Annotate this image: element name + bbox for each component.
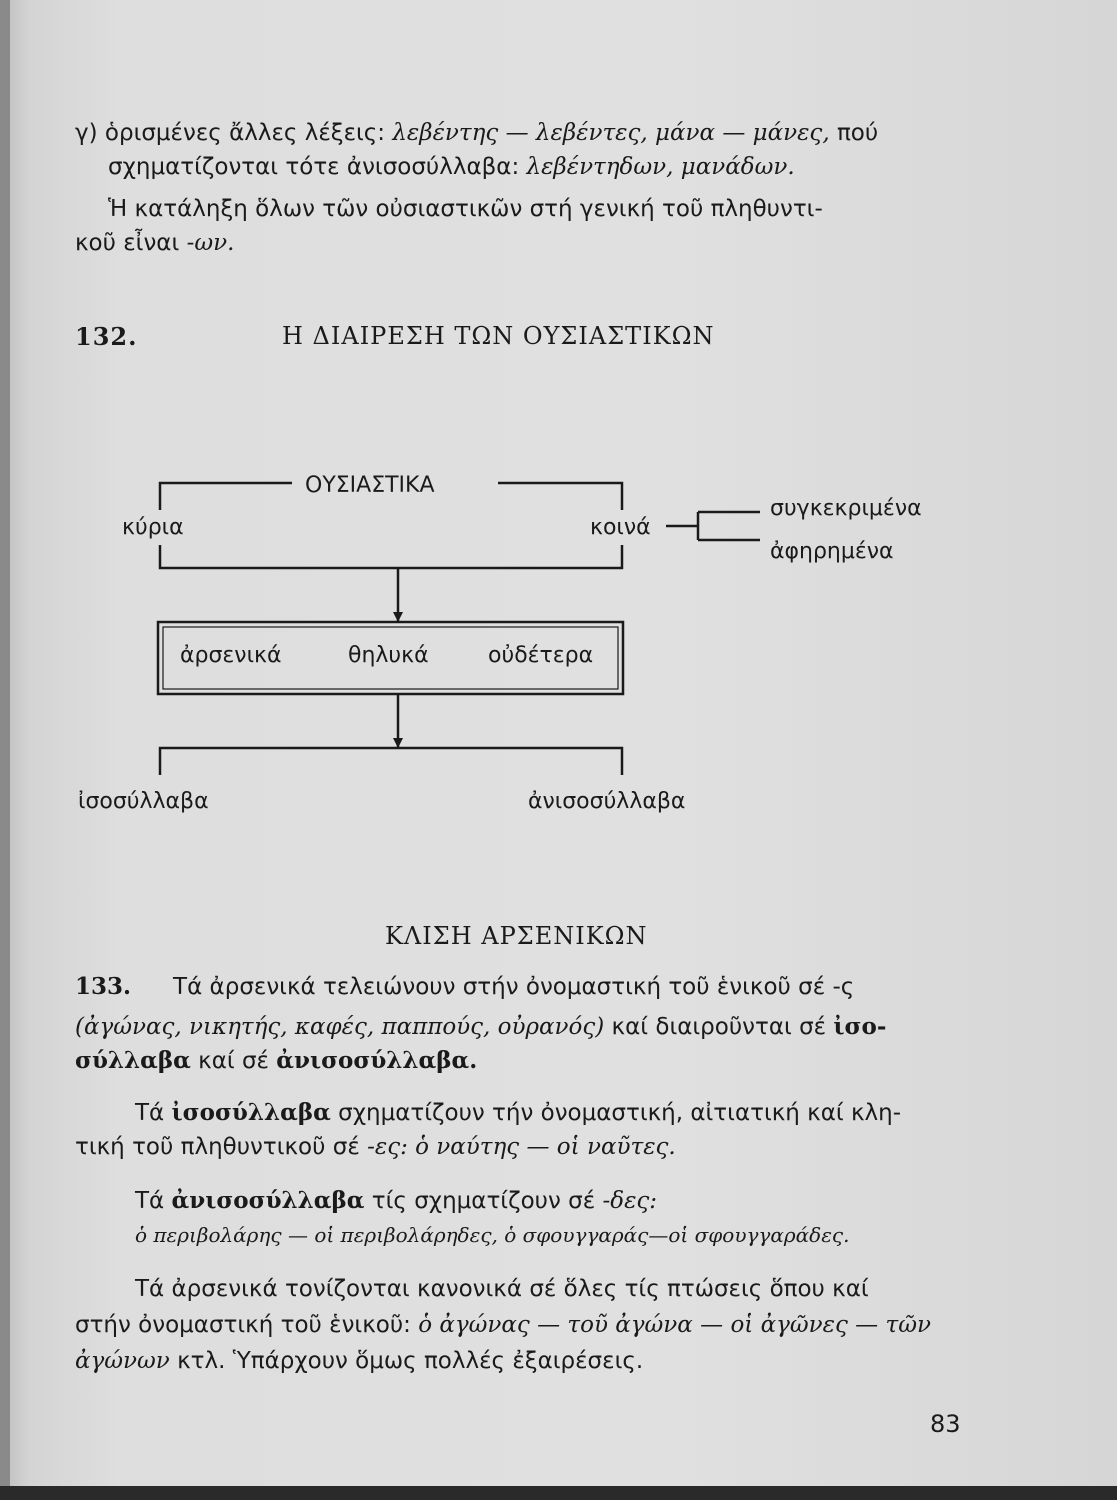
s133-p4-line-3: ἀγώνων κτλ. Ὑπάρχουν ὅμως πολλές ἐξαιρέσεις.	[75, 1348, 644, 1374]
section-number: 132.	[75, 322, 138, 351]
diagram-gender-neuter: οὐδέτερα	[488, 643, 594, 668]
s133-p3-line-1: Τά ἀνισοσύλλαβα τίς σχηματίζουν σέ -δες:	[135, 1187, 658, 1214]
s133-p3-line-2: ὁ περιβολάρης — οἱ περιβολάρηδες, ὁ σφουγγαράς—οἱ σφουγγαράδες.	[135, 1223, 850, 1247]
page-number: 83	[930, 1410, 961, 1438]
s133-p4-line-2: στήν ὀνομαστική τοῦ ἑνικοῦ: ὁ ἀγώνας — τοῦ ἀγώνα — οἱ ἀγῶνες — τῶν	[75, 1312, 931, 1338]
diagram-root-label: ΟΥΣΙΑΣΤΙΚΑ	[305, 473, 435, 498]
intro-line-1: γ) ὁρισμένες ἄλλες λέξεις: λεβέντης — λεβέντες, μάνα — μάνες, πού	[75, 120, 879, 146]
diagram-label-abstract: ἀφηρημένα	[770, 539, 894, 564]
diagram-label-concrete: συγκεκριμένα	[770, 496, 922, 521]
s133-p2-line-1: Τά ἰσοσύλλαβα σχηματίζουν τήν ὀνομαστική, αἰτιατική καί κλη-	[135, 1099, 902, 1126]
diagram-label-proper: κύρια	[122, 515, 184, 540]
s133-p1-line-3: σύλλαβα καί σέ ἀνισοσύλλαβα.	[75, 1047, 478, 1074]
diagram-gender-feminine: θηλυκά	[348, 643, 429, 668]
page-bottom-edge	[0, 1486, 1117, 1500]
intro-line-4: κοῦ εἶναι -ων.	[75, 230, 235, 256]
intro-line-3: Ἡ κατάληξη ὅλων τῶν οὐσιαστικῶν στή γενική τοῦ πληθυντι-	[108, 196, 823, 222]
s133-p2-line-2: τική τοῦ πληθυντικοῦ σέ -ες: ὁ ναύτης — οἱ ναῦτες.	[75, 1134, 676, 1160]
diagram-label-isosyllabic: ἰσοσύλλαβα	[78, 789, 209, 814]
s133-p1-line-2: (ἀγώνας, νικητής, καφές, παππούς, οὐρανός) καί διαιροῦνται σέ ἰσο-	[75, 1013, 887, 1040]
section-132-title: Η ΔΙΑΙΡΕΣΗ ΤΩΝ ΟΥΣΙΑΣΤΙΚΩΝ	[282, 322, 715, 350]
s133-p4-line-1: Τά ἀρσενικά τονίζονται κανονικά σέ ὅλες τίς πτώσεις ὅπου καί	[135, 1276, 869, 1302]
diagram-label-anisosyllabic: ἀνισοσύλλαβα	[528, 789, 686, 814]
section-133-number: 133.	[75, 973, 132, 1000]
s133-p1-line-1: 133. Τά ἀρσενικά τελειώνουν στήν ὀνομαστική τοῦ ἑνικοῦ σέ -ς	[75, 973, 855, 1000]
declension-heading: ΚΛΙΣΗ ΑΡΣΕΝΙΚΩΝ	[385, 922, 648, 950]
diagram-gender-masculine: ἀρσενικά	[180, 643, 282, 668]
intro-line-2: σχηματίζονται τότε ἀνισοσύλλαβα: λεβέντηδων, μανάδων.	[108, 154, 795, 180]
diagram-label-common: κοινά	[590, 515, 651, 540]
